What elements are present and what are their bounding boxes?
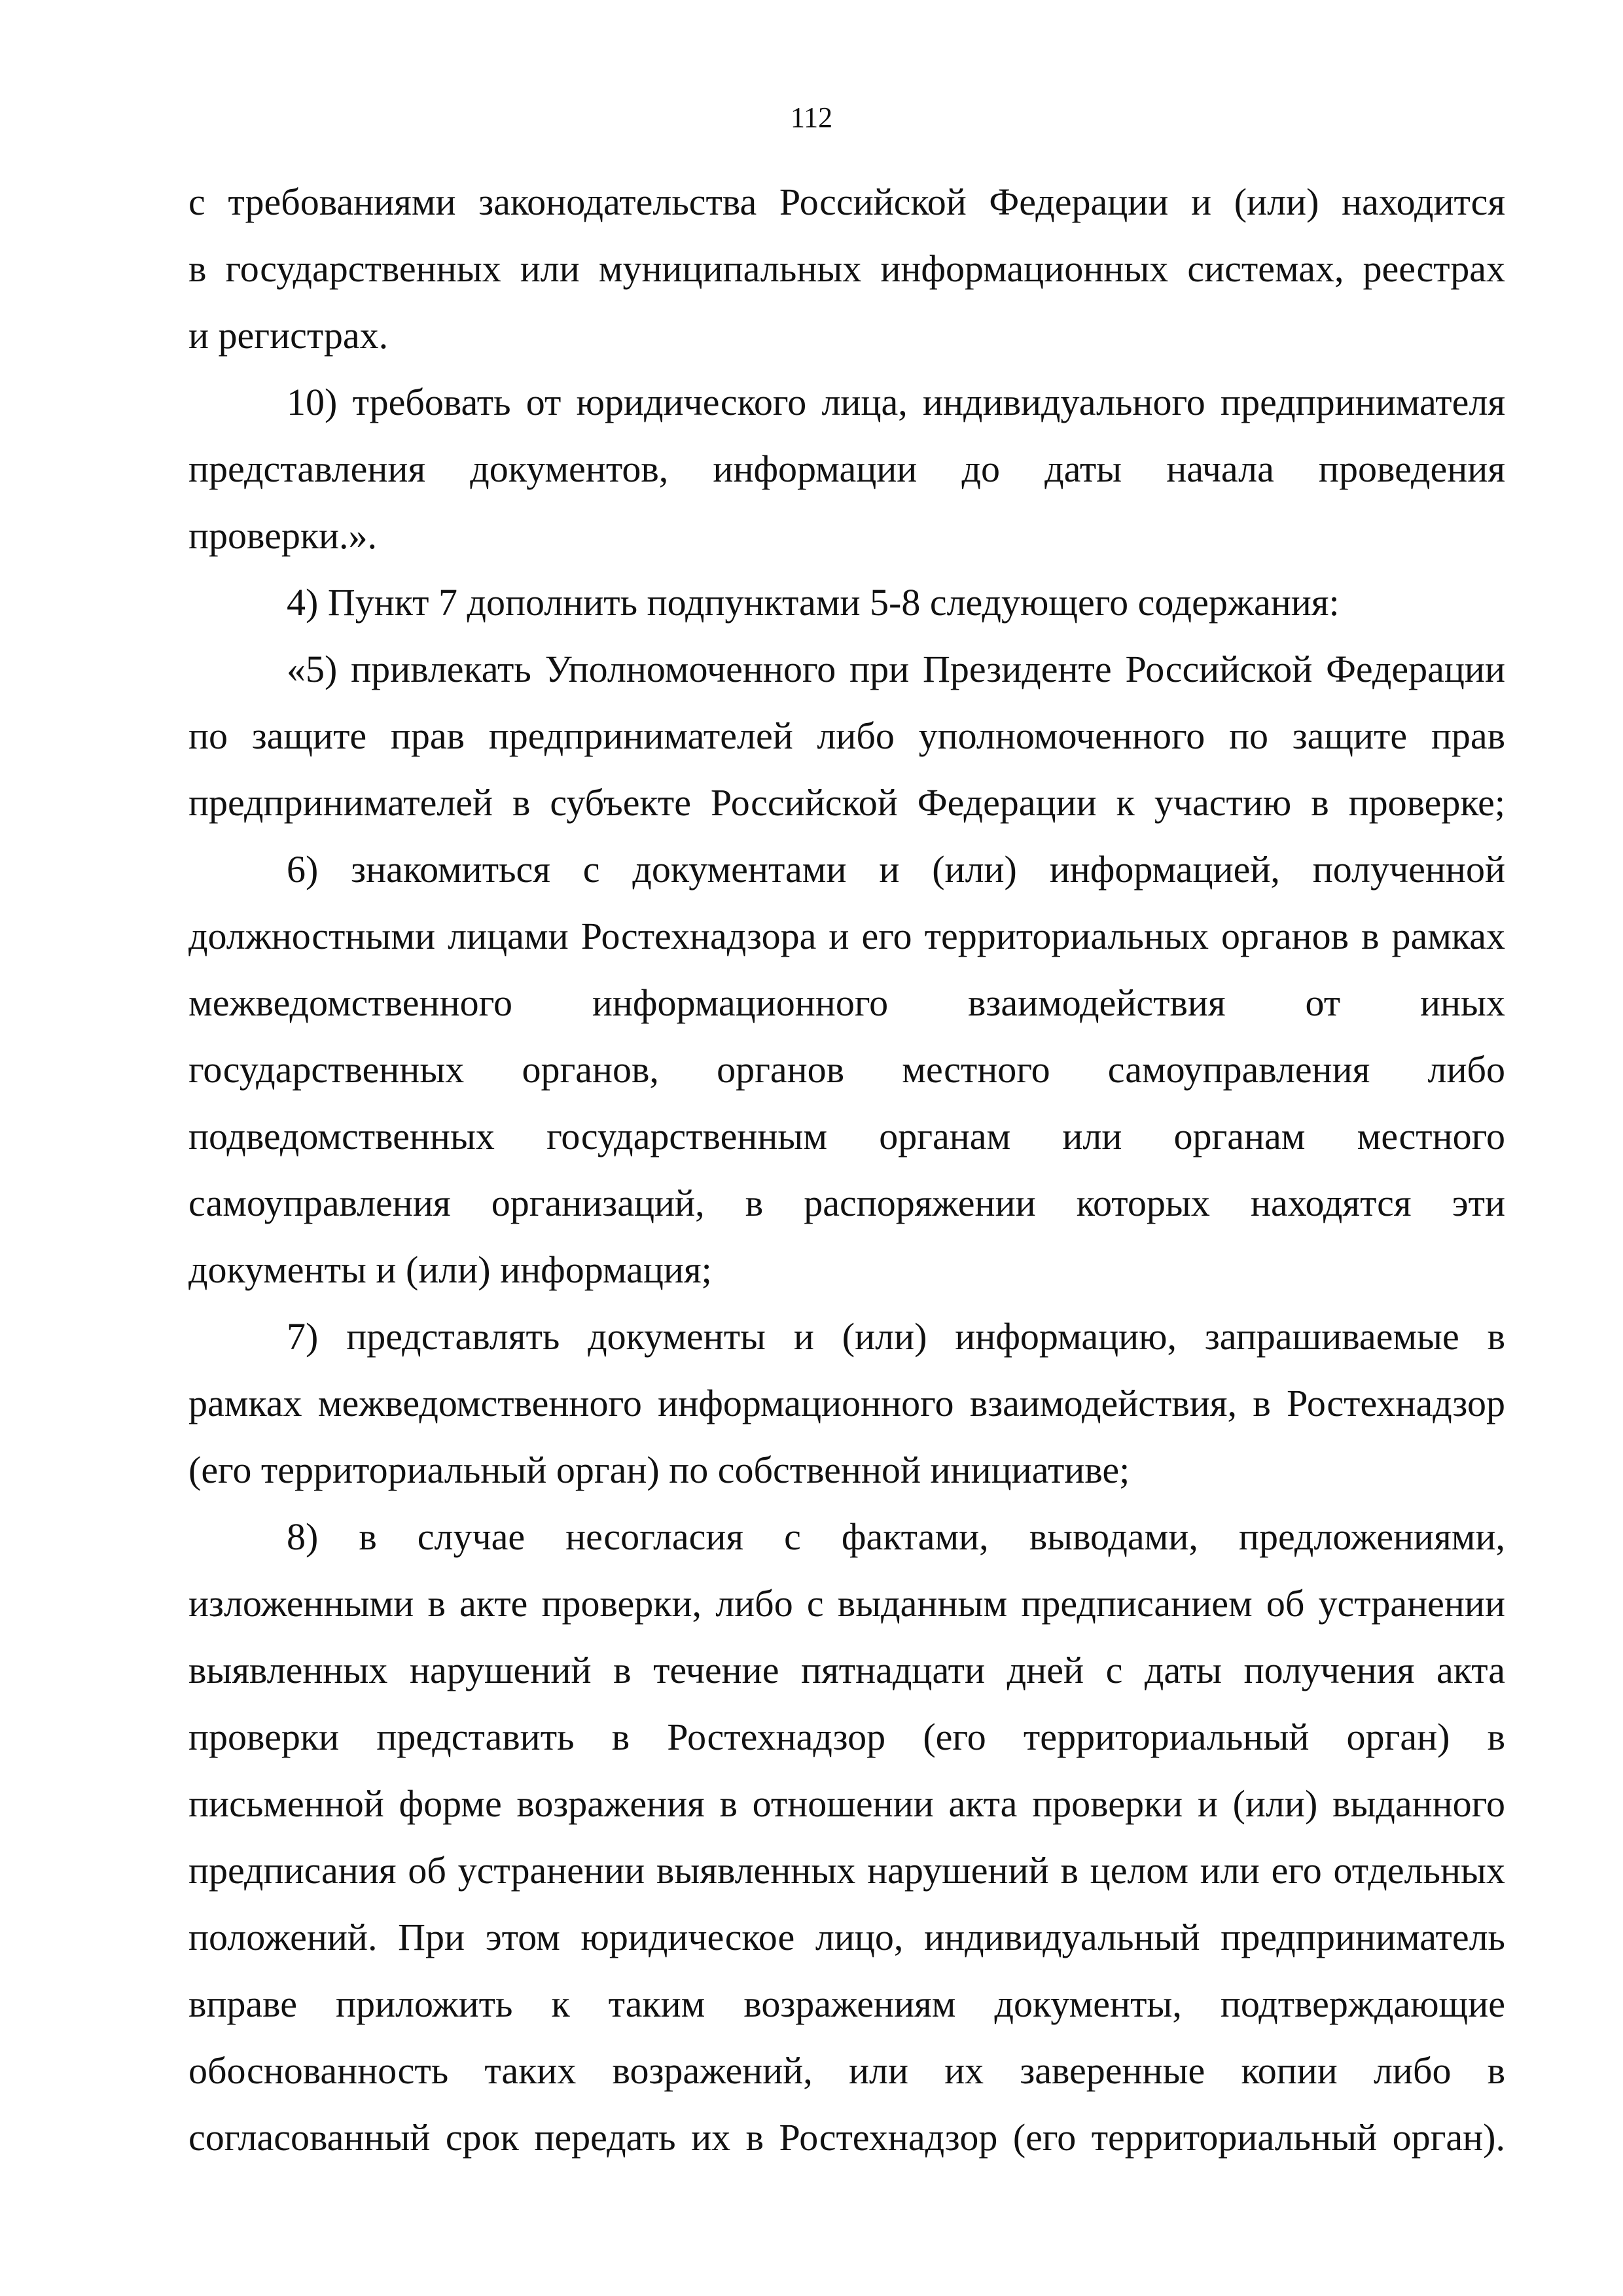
- text-line: 8) в случае несогласия с фактами, выводами, предложениями,: [287, 1515, 1505, 1558]
- text-line: 7) представлять документы и (или) информацию, запрашиваемые в: [287, 1315, 1505, 1358]
- paragraph-item-7: [188, 1303, 1505, 1504]
- paragraph-continuation: [188, 169, 1505, 369]
- text-line: вправе приложить к таким возражениям документы, подтверждающие: [188, 1983, 1505, 2025]
- paragraph-point-4: [188, 569, 1505, 636]
- document-body: [188, 169, 1505, 2171]
- text-line: должностными лицами Ростехнадзора и его территориальных органов в рамках: [188, 915, 1505, 957]
- text-line: положений. При этом юридическое лицо, индивидуальный предприниматель: [188, 1916, 1505, 1958]
- text-line: (его территориальный орган) по собственной инициативе;: [188, 1449, 1130, 1491]
- text-line: по защите прав предпринимателей либо уполномоченного по защите прав: [188, 715, 1505, 757]
- text-line: межведомственного информационного взаимодействия от иных: [188, 981, 1505, 1024]
- text-line: с требованиями законодательства Российской Федерации и (или) находится: [188, 181, 1505, 223]
- page-number: 112: [790, 101, 833, 133]
- text-line: проверки.».: [188, 514, 378, 557]
- paragraph-item-6: [188, 836, 1505, 1303]
- text-line: выявленных нарушений в течение пятнадцати дней с даты получения акта: [188, 1649, 1505, 1691]
- text-line: 6) знакомиться с документами и (или) информацией, полученной: [287, 848, 1505, 891]
- text-line: государственных органов, органов местного самоуправления либо: [188, 1048, 1505, 1091]
- text-line: обоснованность таких возражений, или их заверенные копии либо в: [188, 2049, 1505, 2092]
- text-line: 4) Пункт 7 дополнить подпунктами 5-8 следующего содержания:: [287, 581, 1340, 624]
- text-line: письменной форме возражения в отношении акта проверки и (или) выданного: [188, 1782, 1505, 1825]
- paragraph-item-5: [188, 636, 1505, 836]
- text-line: документы и (или) информация;: [188, 1248, 712, 1291]
- text-line: в государственных или муниципальных информационных системах, реестрах: [188, 247, 1505, 290]
- text-line: изложенными в акте проверки, либо с выданным предписанием об устранении: [188, 1582, 1505, 1625]
- text-line: самоуправления организаций, в распоряжении которых находятся эти: [188, 1182, 1505, 1224]
- text-line: проверки представить в Ростехнадзор (его территориальный орган) в: [188, 1716, 1505, 1758]
- text-line: предписания об устранении выявленных нарушений в целом или его отдельных: [188, 1849, 1505, 1892]
- text-line: «5) привлекать Уполномоченного при Президенте Российской Федерации: [287, 648, 1505, 690]
- text-line: 10) требовать от юридического лица, индивидуального предпринимателя: [287, 381, 1505, 423]
- paragraph-item-10: [188, 369, 1505, 569]
- text-line: рамках межведомственного информационного взаимодействия, в Ростехнадзор: [188, 1382, 1505, 1424]
- paragraph-item-8: [188, 1504, 1505, 2171]
- text-line: предпринимателей в субъекте Российской Федерации к участию в проверке;: [188, 781, 1505, 824]
- text-line: представления документов, информации до даты начала проведения: [188, 448, 1505, 490]
- text-line: согласованный срок передать их в Ростехнадзор (его территориальный орган).: [188, 2116, 1505, 2159]
- text-line: подведомственных государственным органам или органам местного: [188, 1115, 1505, 1157]
- text-line: и регистрах.: [188, 314, 389, 357]
